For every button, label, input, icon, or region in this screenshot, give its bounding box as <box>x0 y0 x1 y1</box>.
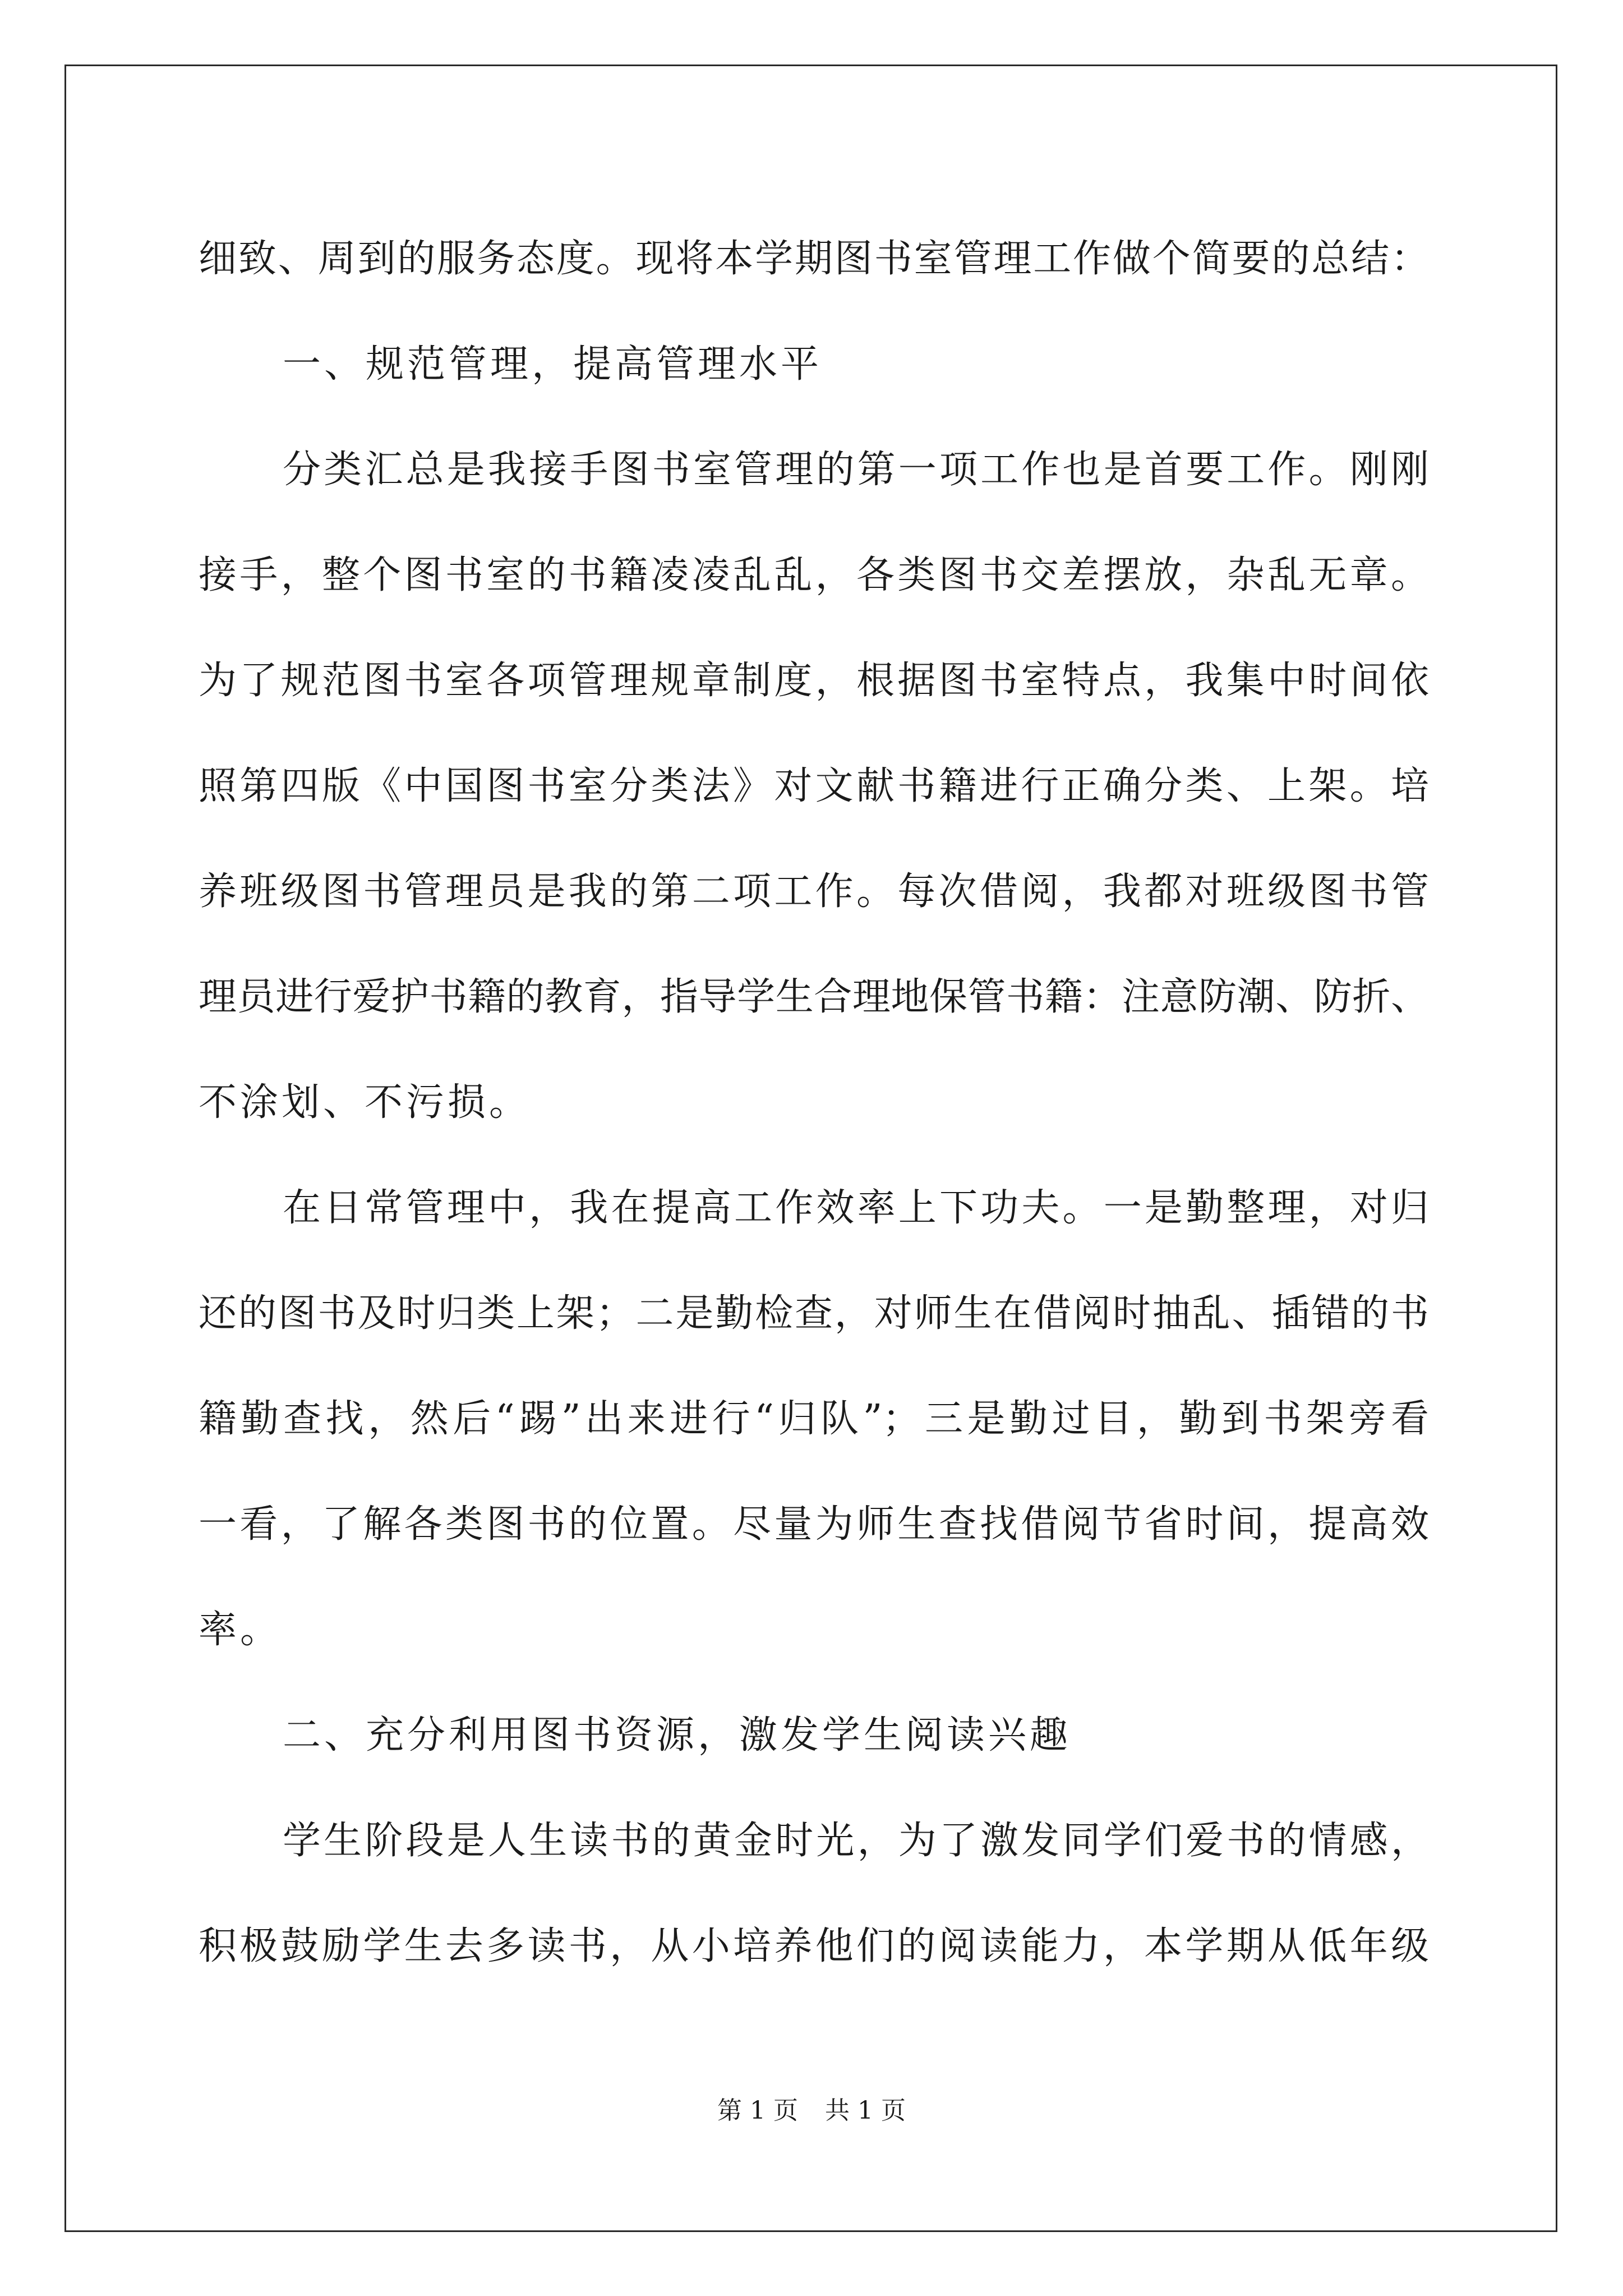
paragraph-line: 接手，整个图书室的书籍凌凌乱乱，各类图书交差摆放，杂乱无章。 <box>199 553 1429 597</box>
paragraph-line: 不涂划、不污损。 <box>199 1080 531 1125</box>
paragraph-line: 照第四版《中国图书室分类法》对文献书籍进行正确分类、上架。培 <box>199 764 1429 808</box>
paragraph-line: 一看，了解各类图书的位置。尽量为师生查找借阅节省时间，提高效 <box>199 1502 1429 1547</box>
paragraph-line: 分类汇总是我接手图书室管理的第一项工作也是首要工作。刚刚 <box>283 448 1429 492</box>
paragraph-line: 细致、周到的服务态度。现将本学期图书室管理工作做个简要的总结： <box>199 237 1429 281</box>
paragraph-line: 为了规范图书室各项管理规章制度，根据图书室特点，我集中时间依 <box>199 659 1429 703</box>
paragraph-line: 还的图书及时归类上架；二是勤检查，对师生在借阅时抽乱、插错的书 <box>199 1291 1429 1336</box>
section-heading: 二、充分利用图书资源，激发学生阅读兴趣 <box>283 1713 1072 1757</box>
paragraph-line: 积极鼓励学生去多读书，从小培养他们的阅读能力，本学期从低年级 <box>199 1924 1429 1968</box>
page-footer <box>0 2094 1623 2128</box>
paragraph-line: 率。 <box>199 1608 282 1652</box>
paragraph-line: 养班级图书管理员是我的第二项工作。每次借阅，我都对班级图书管 <box>199 869 1429 914</box>
paragraph-line: 在日常管理中，我在提高工作效率上下功夫。一是勤整理，对归 <box>283 1186 1429 1230</box>
paragraph-line: 理员进行爱护书籍的教育，指导学生合理地保管书籍：注意防潮、防折、 <box>199 975 1429 1019</box>
page-total: 共 1 页 <box>825 2096 906 2125</box>
document-body <box>199 206 1429 1999</box>
paragraph-line: 学生阶段是人生读书的黄金时光，为了激发同学们爱书的情感， <box>283 1819 1429 1863</box>
page-number: 第 1 页 <box>717 2096 798 2125</box>
section-heading: 一、规范管理，提高管理水平 <box>283 342 823 386</box>
paragraph-line: 籍勤查找，然后“踢”出来进行“归队”；三是勤过目，勤到书架旁看 <box>199 1397 1429 1441</box>
